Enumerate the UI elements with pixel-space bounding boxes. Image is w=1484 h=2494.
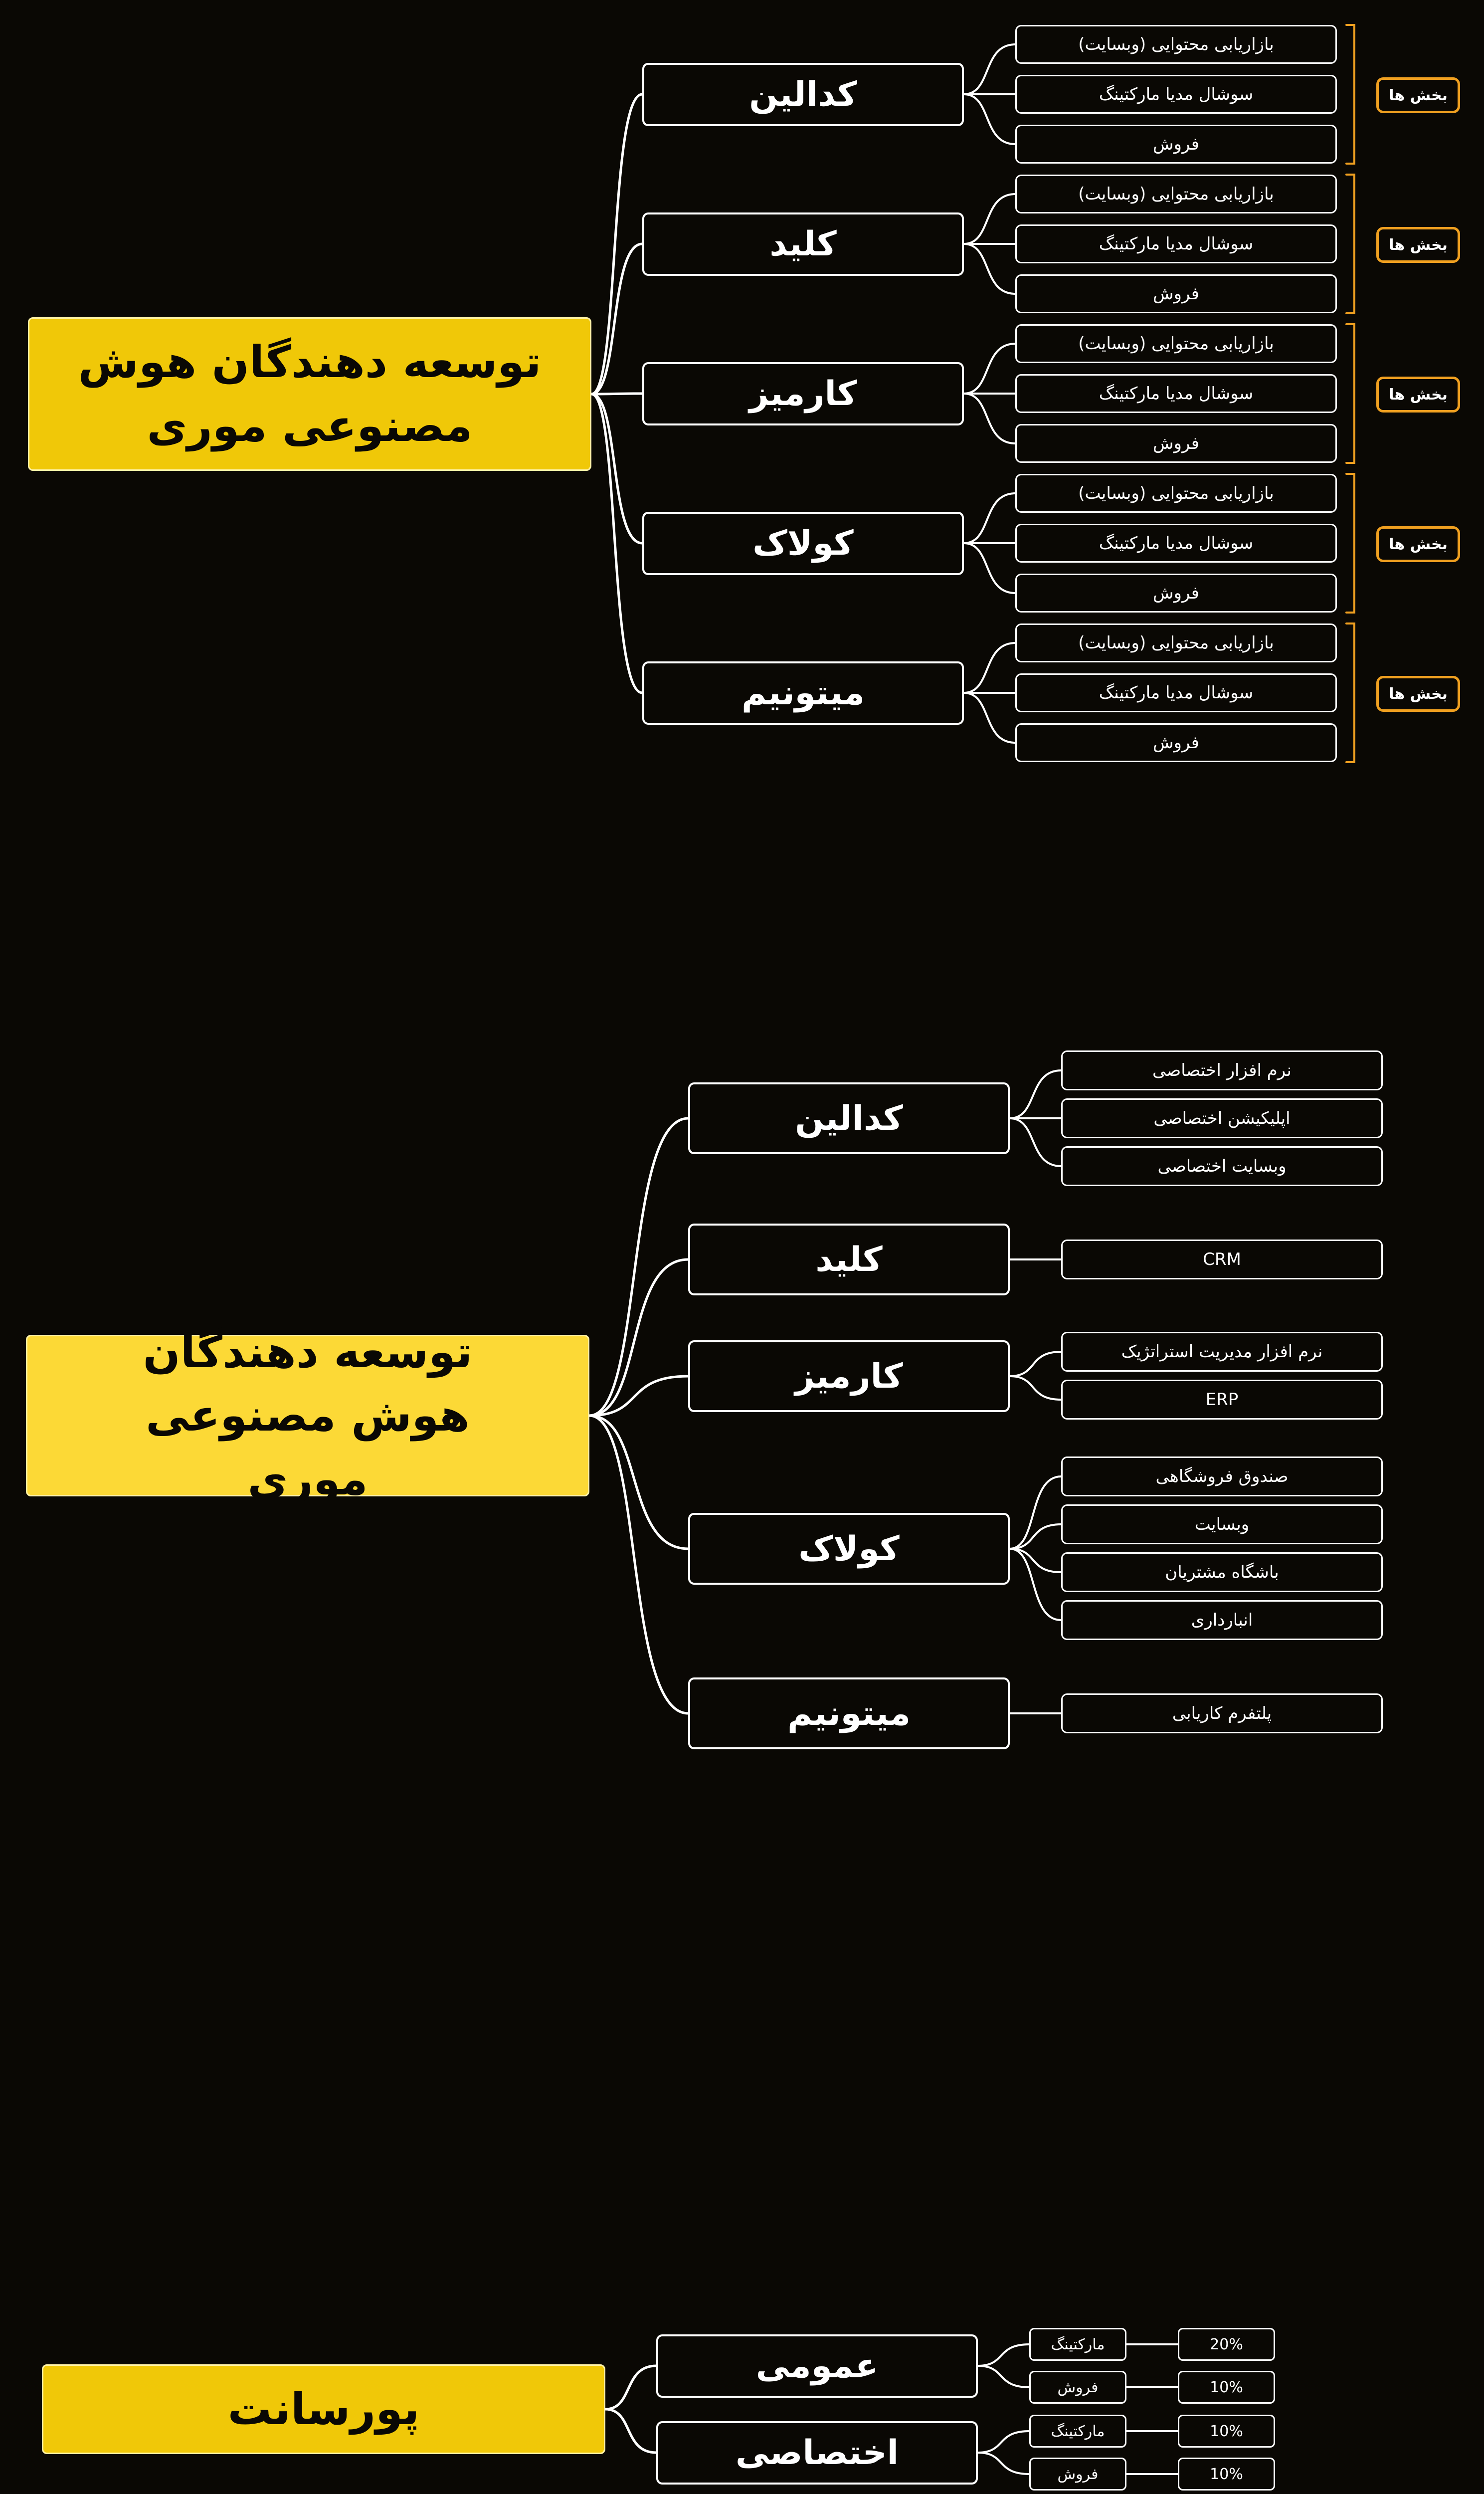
s1-root-connector-4 (591, 394, 642, 693)
s1-brand-mitoonim: میتونیم (642, 661, 964, 725)
s1-mitoonim-item-sales: فروش (1015, 723, 1337, 762)
s1-tag-kelid: بخش ها (1376, 227, 1460, 263)
s1-brand-koolak: کولاک (642, 512, 964, 575)
s3-group1-connector-0 (978, 2431, 1029, 2453)
s3-general-value-marketing: 20% (1178, 2328, 1275, 2361)
s1-brand1-connector-2 (964, 244, 1015, 294)
s1-kelid-item-content: بازاریابی محتوایی (وبسایت) (1015, 175, 1337, 213)
s3-exclusive-label-sales: فروش (1029, 2458, 1126, 2491)
s1-brand0-connector-2 (964, 94, 1015, 144)
s2-root-connector-0 (589, 1118, 688, 1416)
s2-brand3-connector-0 (1010, 1476, 1061, 1549)
s3-general-label-sales: فروش (1029, 2371, 1126, 2404)
s1-tag-karmiz: بخش ها (1376, 377, 1460, 413)
s3-root-connector-0 (605, 2366, 656, 2409)
s3-group-exclusive: اختصاصی (656, 2421, 978, 2485)
s2-mitoonim-item-jobs: پلتفرم کاریابی (1061, 1693, 1383, 1733)
s1-koolak-item-content: بازاریابی محتوایی (وبسایت) (1015, 474, 1337, 513)
s1-mitoonim-item-content: بازاریابی محتوایی (وبسایت) (1015, 624, 1337, 662)
s1-karmiz-item-content: بازاریابی محتوایی (وبسایت) (1015, 324, 1337, 363)
s1-bracket-4 (1346, 624, 1354, 762)
s1-tag-koolak: بخش ها (1376, 526, 1460, 562)
s1-kelid-item-social: سوشال مدیا مارکتینگ (1015, 224, 1337, 263)
s2-kodaline-item-software: نرم افزار اختصاصی (1061, 1050, 1383, 1090)
s1-brand2-connector-2 (964, 394, 1015, 443)
s2-koolak-item-warehouse: انبارداری (1061, 1600, 1383, 1640)
s1-kelid-item-sales: فروش (1015, 274, 1337, 313)
s2-kodaline-item-website: وبسایت اختصاصی (1061, 1146, 1383, 1186)
s3-exclusive-value-marketing: 10% (1178, 2415, 1275, 2448)
s1-brand1-connector-0 (964, 194, 1015, 244)
s1-bracket-2 (1346, 324, 1354, 463)
s2-brand-kodaline: کدالین (688, 1082, 1010, 1154)
s3-root-connector-1 (605, 2409, 656, 2453)
s1-brand-karmiz: کارمیز (642, 362, 964, 425)
s1-brand-kodaline: کدالین (642, 63, 964, 126)
s1-kodaline-item-sales: فروش (1015, 125, 1337, 164)
s3-exclusive-label-marketing: مارکتینگ (1029, 2415, 1126, 2448)
s2-brand0-connector-0 (1010, 1070, 1061, 1118)
s1-brand0-connector-0 (964, 44, 1015, 94)
s1-koolak-item-social: سوشال مدیا مارکتینگ (1015, 524, 1337, 563)
s2-brand0-connector-2 (1010, 1118, 1061, 1166)
s1-brand4-connector-2 (964, 693, 1015, 743)
s1-root-connector-1 (591, 244, 642, 394)
s1-kodaline-item-social: سوشال مدیا مارکتینگ (1015, 75, 1337, 114)
s1-root-connector-3 (591, 394, 642, 543)
s2-brand3-connector-1 (1010, 1524, 1061, 1549)
s2-brand3-connector-3 (1010, 1549, 1061, 1620)
s3-general-value-sales: 10% (1178, 2371, 1275, 2404)
s2-brand2-connector-1 (1010, 1376, 1061, 1400)
s1-root-node: توسعه دهندگان هوش مصنوعی موری (28, 317, 591, 471)
s3-group1-connector-1 (978, 2453, 1029, 2474)
s1-kodaline-item-content: بازاریابی محتوایی (وبسایت) (1015, 25, 1337, 64)
s2-koolak-item-website: وبسایت (1061, 1504, 1383, 1544)
s1-koolak-item-sales: فروش (1015, 574, 1337, 613)
s2-root-connector-4 (589, 1416, 688, 1713)
s2-karmiz-item-strategy: نرم افزار مدیریت استراتژیک (1061, 1332, 1383, 1372)
s3-group-general: عمومی (656, 2334, 978, 2398)
s3-group0-connector-0 (978, 2344, 1029, 2366)
s1-brand3-connector-0 (964, 493, 1015, 543)
s1-brand2-connector-0 (964, 344, 1015, 394)
s1-tag-mitoonim: بخش ها (1376, 676, 1460, 712)
s2-kodaline-item-app: اپلیکیشن اختصاصی (1061, 1098, 1383, 1138)
s1-bracket-0 (1346, 25, 1354, 164)
s2-koolak-item-club: باشگاه مشتریان (1061, 1552, 1383, 1592)
s3-root-node: پورسانت (42, 2364, 605, 2454)
s2-root-connector-2 (589, 1376, 688, 1416)
s2-brand-koolak: کولاک (688, 1513, 1010, 1585)
s2-koolak-item-pos: صندوق فروشگاهی (1061, 1456, 1383, 1496)
s1-karmiz-item-sales: فروش (1015, 424, 1337, 463)
s1-brand-kelid: کلید (642, 212, 964, 276)
s1-mitoonim-item-social: سوشال مدیا مارکتینگ (1015, 673, 1337, 712)
s1-root-connector-0 (591, 94, 642, 394)
s2-kelid-item-crm: CRM (1061, 1240, 1383, 1279)
s3-group0-connector-1 (978, 2366, 1029, 2387)
s3-general-label-marketing: مارکتینگ (1029, 2328, 1126, 2361)
s1-tag-kodaline: بخش ها (1376, 77, 1460, 113)
s2-brand2-connector-0 (1010, 1352, 1061, 1376)
s1-brand3-connector-2 (964, 543, 1015, 593)
s2-root-connector-1 (589, 1259, 688, 1416)
s1-bracket-1 (1346, 175, 1354, 313)
s2-root-node: توسعه دهندگان هوش مصنوعی موری (26, 1335, 589, 1496)
s2-brand-karmiz: کارمیز (688, 1340, 1010, 1412)
s1-karmiz-item-social: سوشال مدیا مارکتینگ (1015, 374, 1337, 413)
s2-brand-mitoonim: میتونیم (688, 1677, 1010, 1749)
s2-root-connector-3 (589, 1416, 688, 1549)
s1-bracket-3 (1346, 474, 1354, 613)
s3-exclusive-value-sales: 10% (1178, 2458, 1275, 2491)
s2-brand-kelid: کلید (688, 1224, 1010, 1295)
s2-brand3-connector-2 (1010, 1549, 1061, 1572)
s2-karmiz-item-erp: ERP (1061, 1380, 1383, 1420)
s1-brand4-connector-0 (964, 643, 1015, 693)
